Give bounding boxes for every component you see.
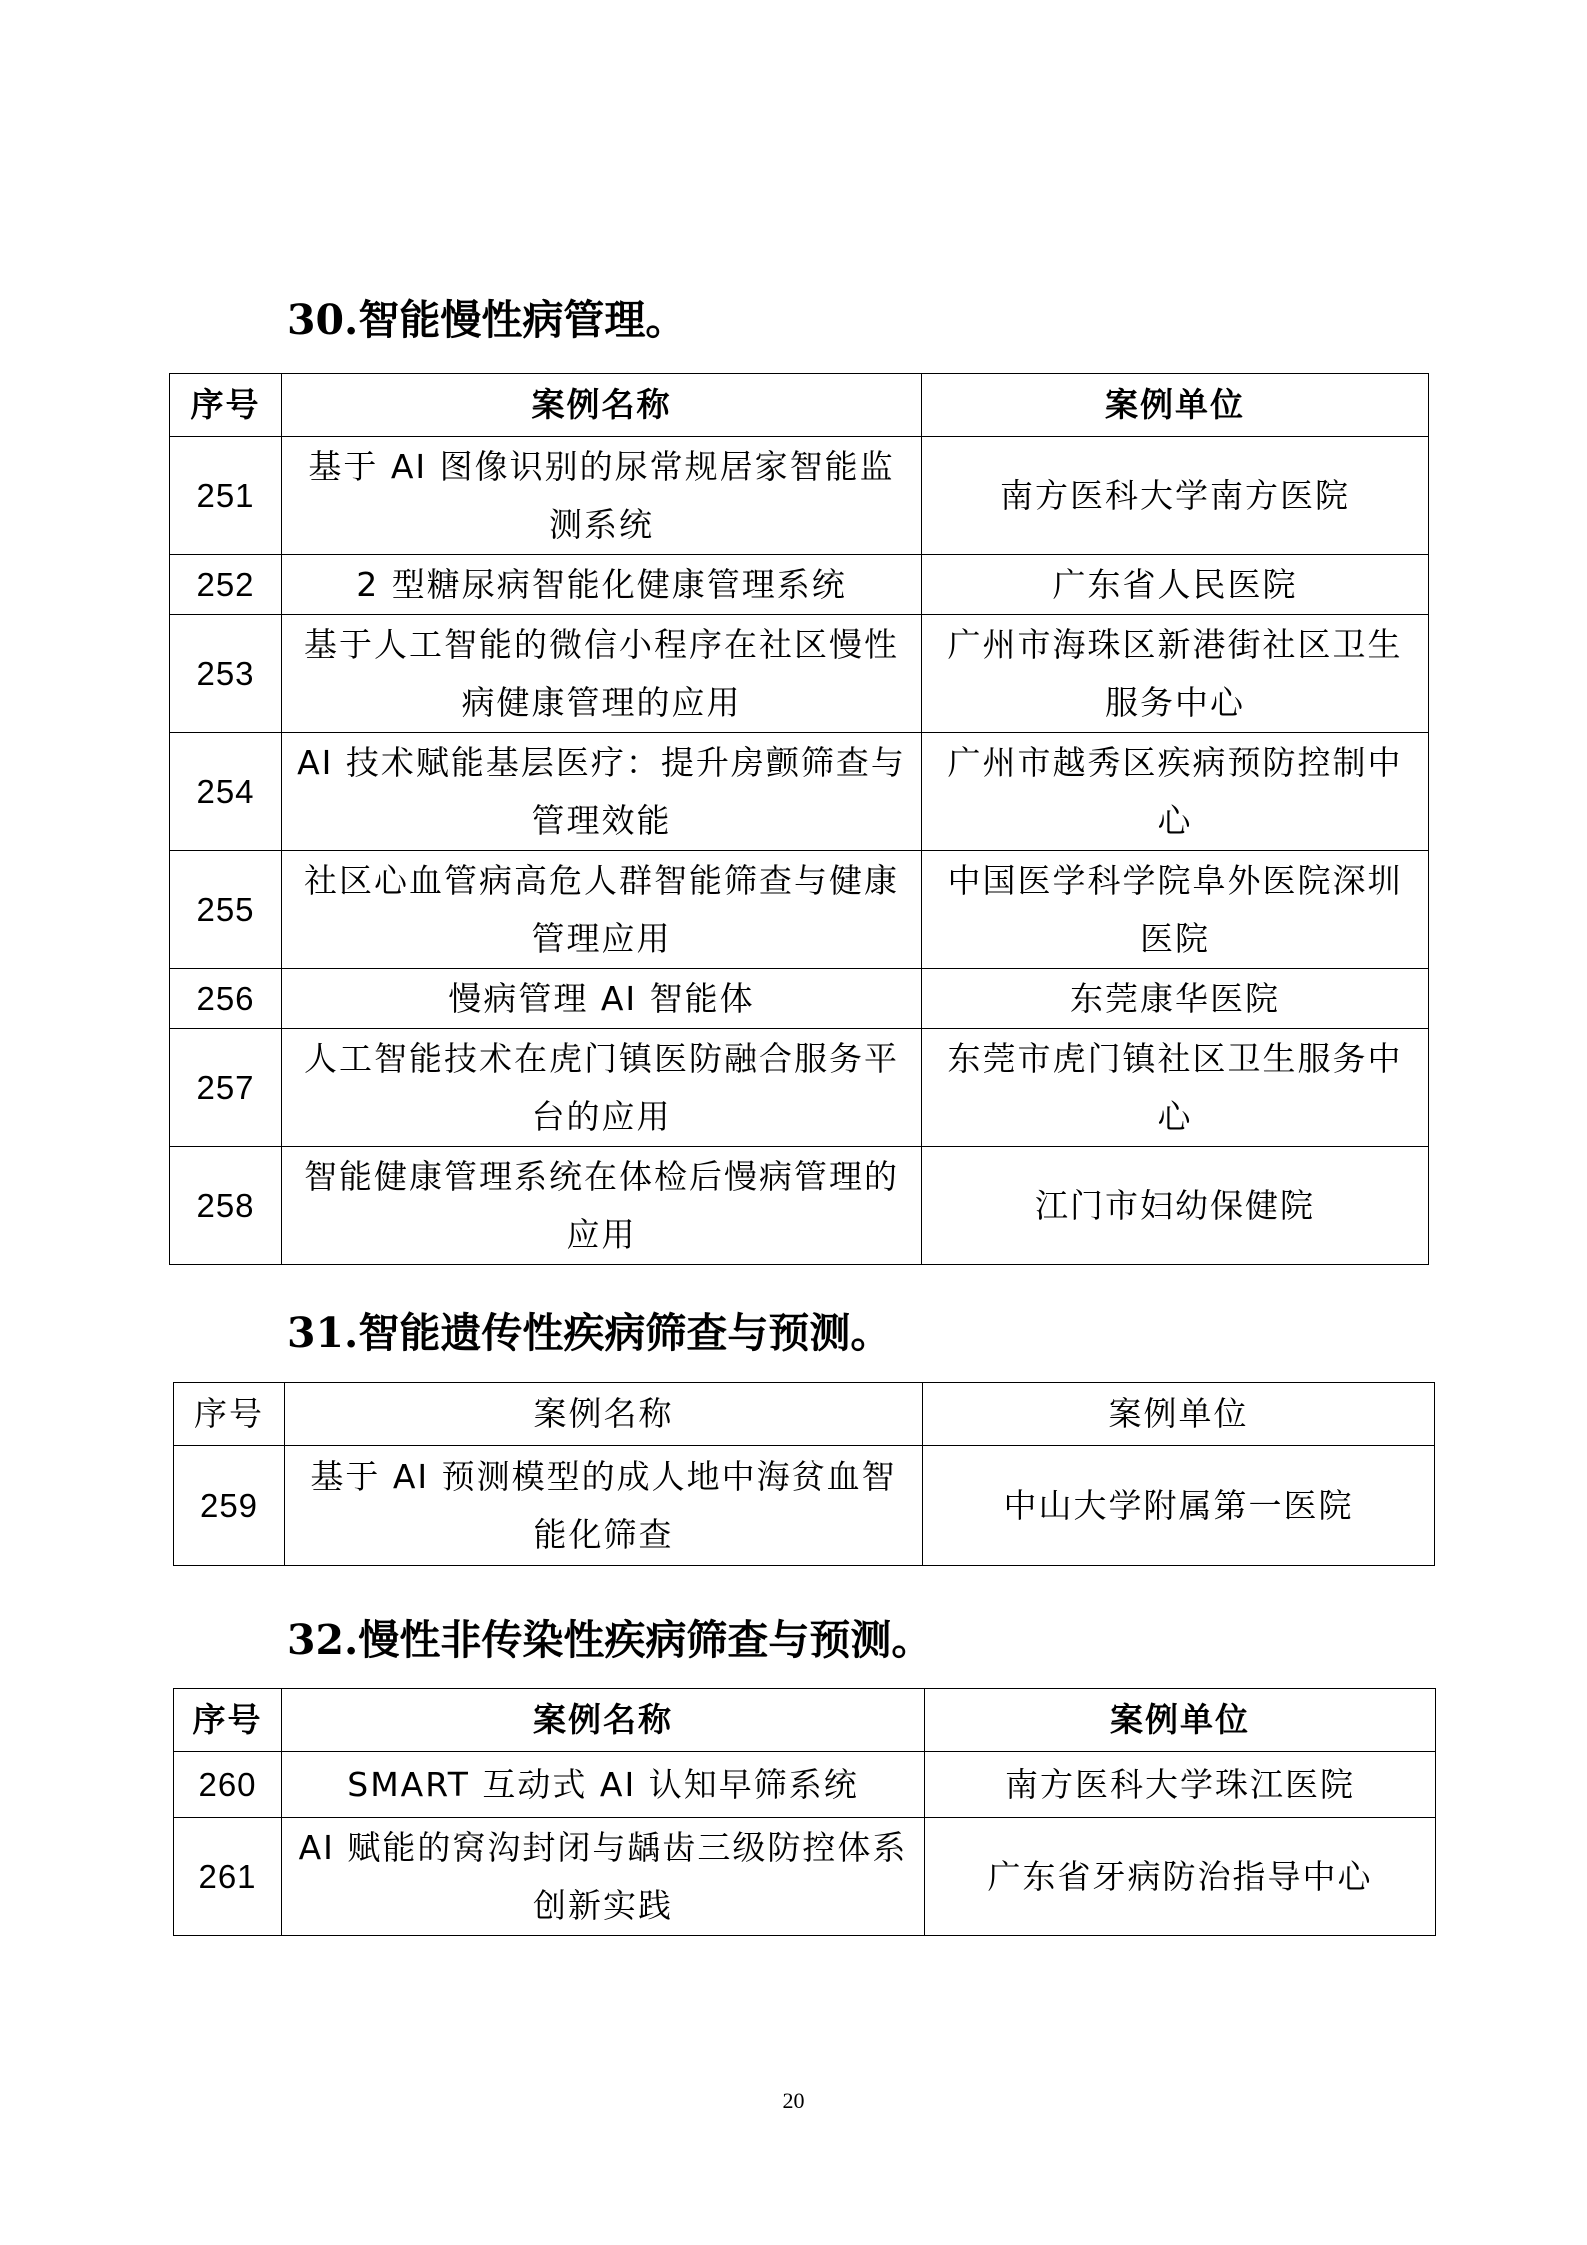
table-row [170,1029,1429,1147]
header-number: 序号 [174,1383,285,1446]
case-unit: 中山大学附属第一医院 [923,1446,1435,1566]
case-unit: 东莞康华医院 [922,969,1429,1029]
case-unit: 南方医科大学南方医院 [922,437,1429,555]
case-unit: 广东省牙病防治指导中心 [925,1818,1436,1936]
case-name: 人工智能技术在虎门镇医防融合服务平台的应用 [282,1029,922,1147]
case-number: 254 [170,733,282,851]
case-number: 259 [174,1446,285,1566]
case-name: 基于 AI 预测模型的成人地中海贫血智能化筛查 [285,1446,923,1566]
section-31-title: 31.智能遗传性疾病筛查与预测。 [287,1309,892,1357]
section-32-title: 32.慢性非传染性疾病筛查与预测。 [287,1616,933,1664]
table-header-row [170,374,1429,437]
header-case-unit: 案例单位 [922,374,1429,437]
case-number: 256 [170,969,282,1029]
header-number: 序号 [170,374,282,437]
table-header-row [174,1383,1435,1446]
case-name: SMART 互动式 AI 认知早筛系统 [282,1752,925,1818]
case-name: 基于人工智能的微信小程序在社区慢性病健康管理的应用 [282,615,922,733]
case-number: 258 [170,1147,282,1265]
case-name: AI 技术赋能基层医疗：提升房颤筛查与管理效能 [282,733,922,851]
table-row [170,851,1429,969]
case-unit: 广州市海珠区新港街社区卫生服务中心 [922,615,1429,733]
case-number: 260 [174,1752,282,1818]
table-row [170,969,1429,1029]
case-name: 2 型糖尿病智能化健康管理系统 [282,555,922,615]
section-30-table [169,373,1429,1265]
case-number: 251 [170,437,282,555]
case-unit: 广东省人民医院 [922,555,1429,615]
header-case-unit: 案例单位 [925,1689,1436,1752]
table-row [170,555,1429,615]
table-row [174,1818,1436,1936]
case-unit: 中国医学科学院阜外医院深圳医院 [922,851,1429,969]
table-header-row [174,1689,1436,1752]
table-row [170,437,1429,555]
header-case-name: 案例名称 [282,374,922,437]
case-unit: 东莞市虎门镇社区卫生服务中心 [922,1029,1429,1147]
section-30-title: 30.智能慢性病管理。 [287,296,687,344]
table-row [170,1147,1429,1265]
table-row [170,733,1429,851]
header-number: 序号 [174,1689,282,1752]
case-unit: 江门市妇幼保健院 [922,1147,1429,1265]
page-number: 20 [782,2088,805,2113]
case-number: 255 [170,851,282,969]
case-unit: 南方医科大学珠江医院 [925,1752,1436,1818]
case-unit: 广州市越秀区疾病预防控制中心 [922,733,1429,851]
case-number: 252 [170,555,282,615]
case-number: 253 [170,615,282,733]
header-case-name: 案例名称 [285,1383,923,1446]
case-name: 智能健康管理系统在体检后慢病管理的应用 [282,1147,922,1265]
section-31-table [173,1382,1435,1566]
case-name: 基于 AI 图像识别的尿常规居家智能监测系统 [282,437,922,555]
section-32-table [173,1688,1436,1936]
header-case-name: 案例名称 [282,1689,925,1752]
case-name: AI 赋能的窝沟封闭与龋齿三级防控体系创新实践 [282,1818,925,1936]
case-number: 261 [174,1818,282,1936]
table-row [170,615,1429,733]
case-name: 慢病管理 AI 智能体 [282,969,922,1029]
table-row [174,1446,1435,1566]
case-number: 257 [170,1029,282,1147]
header-case-unit: 案例单位 [923,1383,1435,1446]
case-name: 社区心血管病高危人群智能筛查与健康管理应用 [282,851,922,969]
table-row [174,1752,1436,1818]
